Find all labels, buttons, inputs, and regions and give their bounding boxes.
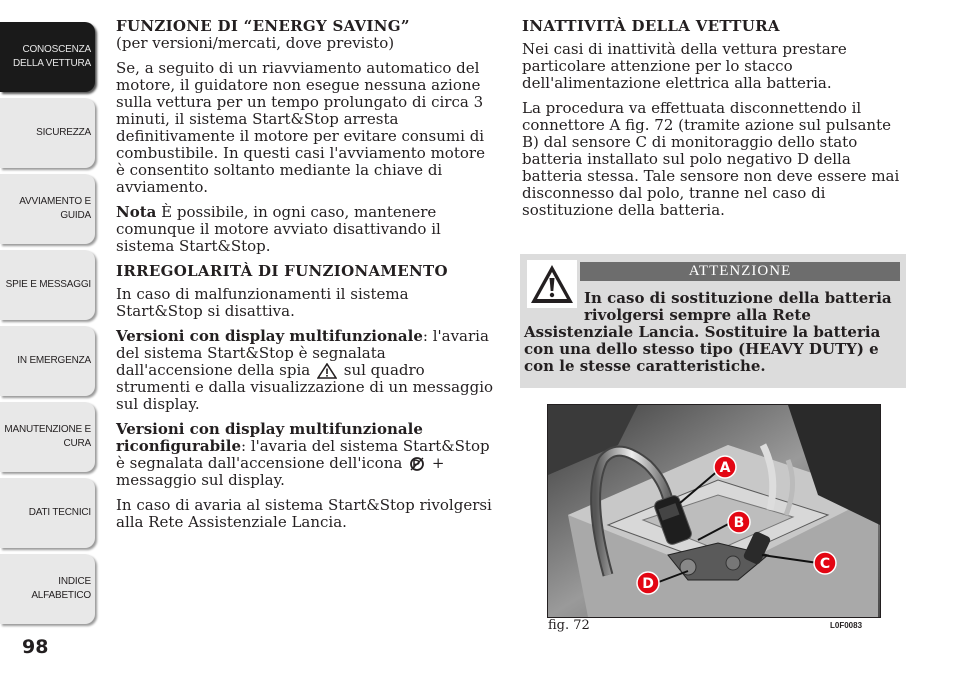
closing-paragraph: In caso di avaria al sistema Start&Stop rivolgersi alla Rete Assistenziale Lancia. — [116, 496, 492, 531]
reconfigurable-text-a: : l'avaria del sistema Start&Stop è segnalata dall'accensione dell'icona — [116, 437, 490, 472]
reconfigurable-label: Versioni con display multifunzionale riconfigurabile — [116, 420, 423, 455]
tab-label: DATI TECNICI — [28, 507, 91, 518]
inactivity-para-1: Nei casi di inattività della vettura prestare particolare attenzione per lo stacco dell'alimentazione elettrica alla batteria. — [522, 40, 847, 92]
multifunction-paragraph — [116, 328, 498, 413]
inactivity-heading: INATTIVITÀ DELLA VETTURA — [522, 17, 780, 35]
section-tabs — [0, 22, 101, 630]
energy-saving-subtitle: (per versioni/mercati, dove previsto) — [116, 34, 395, 52]
label-c — [814, 552, 836, 574]
left-column — [116, 18, 498, 539]
tab-indice-alfabetico[interactable] — [0, 554, 95, 624]
warning-line-1: In caso di sostituzione della batteria — [584, 289, 892, 307]
warning-triangle-icon — [317, 363, 337, 379]
multifunction-label: Versioni con display multifunzionale — [116, 327, 423, 345]
figure-caption: fig. 72 — [548, 618, 590, 633]
tab-avviamento-e-guida[interactable] — [0, 174, 95, 244]
battery-figure — [547, 404, 881, 618]
label-a — [714, 456, 736, 478]
tab-dati-tecnici[interactable] — [0, 478, 95, 548]
right-column — [522, 18, 906, 227]
nota-label: Nota — [116, 203, 157, 221]
multifunction-text-a: : l'avaria del sistema Start&Stop è segnalata dall'accensione della spia — [116, 327, 489, 379]
warning-heading: ATTENZIONE — [580, 262, 900, 281]
tab-label: CONOSCENZA DELLA VETTURA — [13, 44, 91, 69]
tab-label: SICUREZZA — [36, 127, 91, 138]
reconfigurable-text-b: + messaggio sul display. — [116, 454, 445, 489]
warning-rest: Assistenziale Lancia. Sostituire la batteria con una dello stesso tipo (HEAVY DUTY) e con le stesse caratteristiche. — [524, 323, 881, 375]
reconfigurable-paragraph — [116, 421, 498, 489]
tab-label: AVVIAMENTO E GUIDA — [19, 196, 91, 221]
tab-conoscenza-della-vettura[interactable] — [0, 22, 95, 92]
energy-saving-body: Se, a seguito di un riavviamento automatico del motore, il guidatore non esegue nessuna azione sulla vettura per un tempo prolungato di circa 3 minuti, il sistema Start&Stop arresta definitivamente il motore per evitare consumi di combustibile. In questi casi l'avviamento motore è consentito soltanto mediante la chiave di avviamento. — [116, 59, 485, 196]
label-b — [728, 511, 750, 533]
tab-label: SPIE E MESSAGGI — [5, 279, 91, 290]
irregularity-heading: IRREGOLARITÀ DI FUNZIONAMENTO — [116, 262, 448, 280]
start-stop-icon — [409, 456, 425, 472]
nota-paragraph — [116, 204, 498, 255]
label-a-text: A — [719, 460, 731, 476]
warning-text — [524, 290, 902, 375]
label-d — [637, 572, 659, 594]
nota-body: È possibile, in ogni caso, mantenere comunque il motore avviato disattivando il sistema Start&Stop. — [116, 203, 441, 255]
tab-in-emergenza[interactable] — [0, 326, 95, 396]
inactivity-para-2: La procedura va effettuata disconnettendo il connettore A fig. 72 (tramite azione sul pulsante B) dal sensore C di monitoraggio dello stato batteria installato sul polo negativo D della batteria stessa. Tale sensore non deve essere mai disconnesso dal polo, tranne nel caso di sostituzione della batteria. — [522, 99, 900, 219]
warning-box — [520, 254, 906, 388]
multifunction-text-b: sul quadro strumenti e dalla visualizzazione di un messaggio sul display. — [116, 361, 494, 413]
tab-manutenzione-e-cura[interactable] — [0, 402, 95, 472]
tab-label: INDICE ALFABETICO — [31, 576, 91, 601]
label-d-text: D — [642, 576, 654, 592]
warning-line-2: rivolgersi sempre alla Rete — [584, 306, 811, 324]
energy-saving-heading: FUNZIONE DI “ENERGY SAVING” — [116, 17, 410, 35]
page-number: 98 — [22, 636, 49, 658]
figure-code: L0F0083 — [830, 621, 863, 630]
tab-spie-e-messaggi[interactable] — [0, 250, 95, 320]
label-c-text: C — [819, 556, 831, 572]
tab-label: MANUTENZIONE E CURA — [4, 424, 91, 449]
irregularity-body: In caso di malfunzionamenti il sistema Start&Stop si disattiva. — [116, 285, 409, 320]
tab-label: IN EMERGENZA — [17, 355, 91, 366]
tab-sicurezza[interactable] — [0, 98, 95, 168]
label-b-text: B — [733, 515, 745, 531]
battery-illustration — [548, 405, 880, 617]
